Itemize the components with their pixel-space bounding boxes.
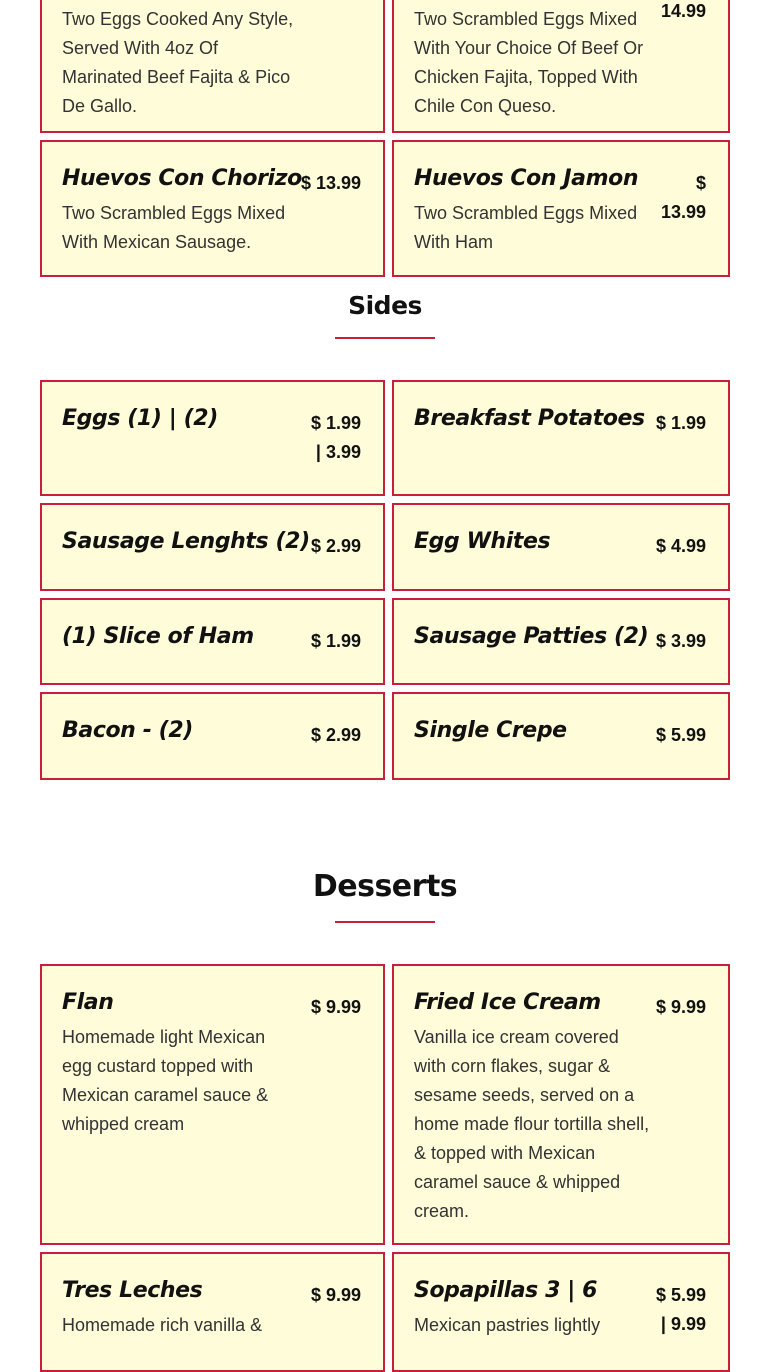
menu-item-card	[40, 140, 385, 277]
menu-item-description: Homemade light Mexican egg custard topped with Mexican caramel sauce & whipped cream	[62, 1027, 269, 1134]
section-divider	[335, 921, 435, 923]
menu-item-price: 14.99	[660, 1, 706, 21]
menu-item-card	[40, 503, 385, 591]
menu-item-price: $ 9.99	[310, 1285, 361, 1305]
menu-item-card	[40, 1252, 385, 1372]
menu-item-description: Two Scrambled Eggs Mixed With Your Choice Of Beef Or Chicken Fajita, Topped With Chile Con Queso.	[414, 9, 644, 116]
menu-item-price: $ 1.99 | 3.99	[310, 413, 361, 462]
menu-item-name: Tres Leches	[62, 1278, 203, 1303]
menu-item-price: $ 13.99	[300, 173, 361, 193]
menu-item-price: $ 5.99	[655, 725, 706, 745]
menu-item-description: Two Scrambled Eggs Mixed With Mexican Sausage.	[62, 203, 286, 252]
menu-item-card	[392, 964, 730, 1245]
menu-item-name: Fried Ice Cream	[414, 990, 601, 1015]
menu-item-name: Single Crepe	[414, 718, 567, 743]
menu-item-name: (1) Slice of Ham	[62, 624, 254, 649]
menu-item-description: Two Scrambled Eggs Mixed With Ham	[414, 203, 638, 252]
menu-item-card	[392, 140, 730, 277]
section-divider	[335, 337, 435, 339]
menu-item-card	[392, 692, 730, 780]
menu-item-name: Flan	[62, 990, 114, 1015]
menu-item-name: Sopapillas 3 | 6	[414, 1278, 598, 1303]
menu-item-price: $ 4.99	[655, 536, 706, 556]
menu-item-name: Bacon - (2)	[62, 718, 193, 743]
menu-item-card	[40, 692, 385, 780]
menu-item-price: $ 5.99 | 9.99	[655, 1285, 706, 1334]
menu-item-name: Eggs (1) | (2)	[62, 406, 218, 431]
section-title-desserts: Desserts	[312, 869, 458, 904]
menu-item-card	[392, 0, 730, 133]
menu-item-card	[40, 598, 385, 685]
menu-item-name: Breakfast Potatoes	[414, 406, 645, 431]
menu-item-card	[392, 598, 730, 685]
menu-item-name: Sausage Lenghts (2)	[62, 529, 310, 554]
menu-item-price: $ 1.99	[310, 631, 361, 651]
menu-item-description: Mexican pastries lightly	[414, 1315, 601, 1335]
menu-item-name: Huevos Con Chorizo	[62, 166, 302, 191]
menu-item-price: $ 9.99	[310, 997, 361, 1017]
menu-item-card	[40, 964, 385, 1245]
menu-item-card	[392, 380, 730, 496]
menu-item-price: $ 9.99	[655, 997, 706, 1017]
menu-item-price: $ 1.99	[655, 413, 706, 433]
menu-item-price: $ 2.99	[310, 536, 361, 556]
menu-item-description: Homemade rich vanilla &	[62, 1315, 263, 1335]
menu-item-name: Sausage Patties (2)	[414, 624, 649, 649]
menu-item-card	[40, 0, 385, 133]
menu-item-name: Egg Whites	[414, 529, 551, 554]
menu-item-price: $ 3.99	[655, 631, 706, 651]
menu-item-card	[392, 503, 730, 591]
menu-item-price: $ 2.99	[310, 725, 361, 745]
menu-item-card	[40, 380, 385, 496]
menu-item-price: $ 13.99	[660, 173, 706, 222]
section-title-sides: Sides	[348, 291, 422, 320]
menu-item-description: Vanilla ice cream covered with corn flakes, sugar & sesame seeds, served on a home made flour tortilla shell, & topped with Mexican caramel sauce & whipped cream.	[414, 1027, 650, 1221]
menu-item-card	[392, 1252, 730, 1372]
menu-item-name: Huevos Con Jamon	[414, 166, 639, 191]
menu-item-description: Two Eggs Cooked Any Style, Served With 4oz Of Marinated Beef Fajita & Pico De Gallo.	[62, 9, 294, 116]
